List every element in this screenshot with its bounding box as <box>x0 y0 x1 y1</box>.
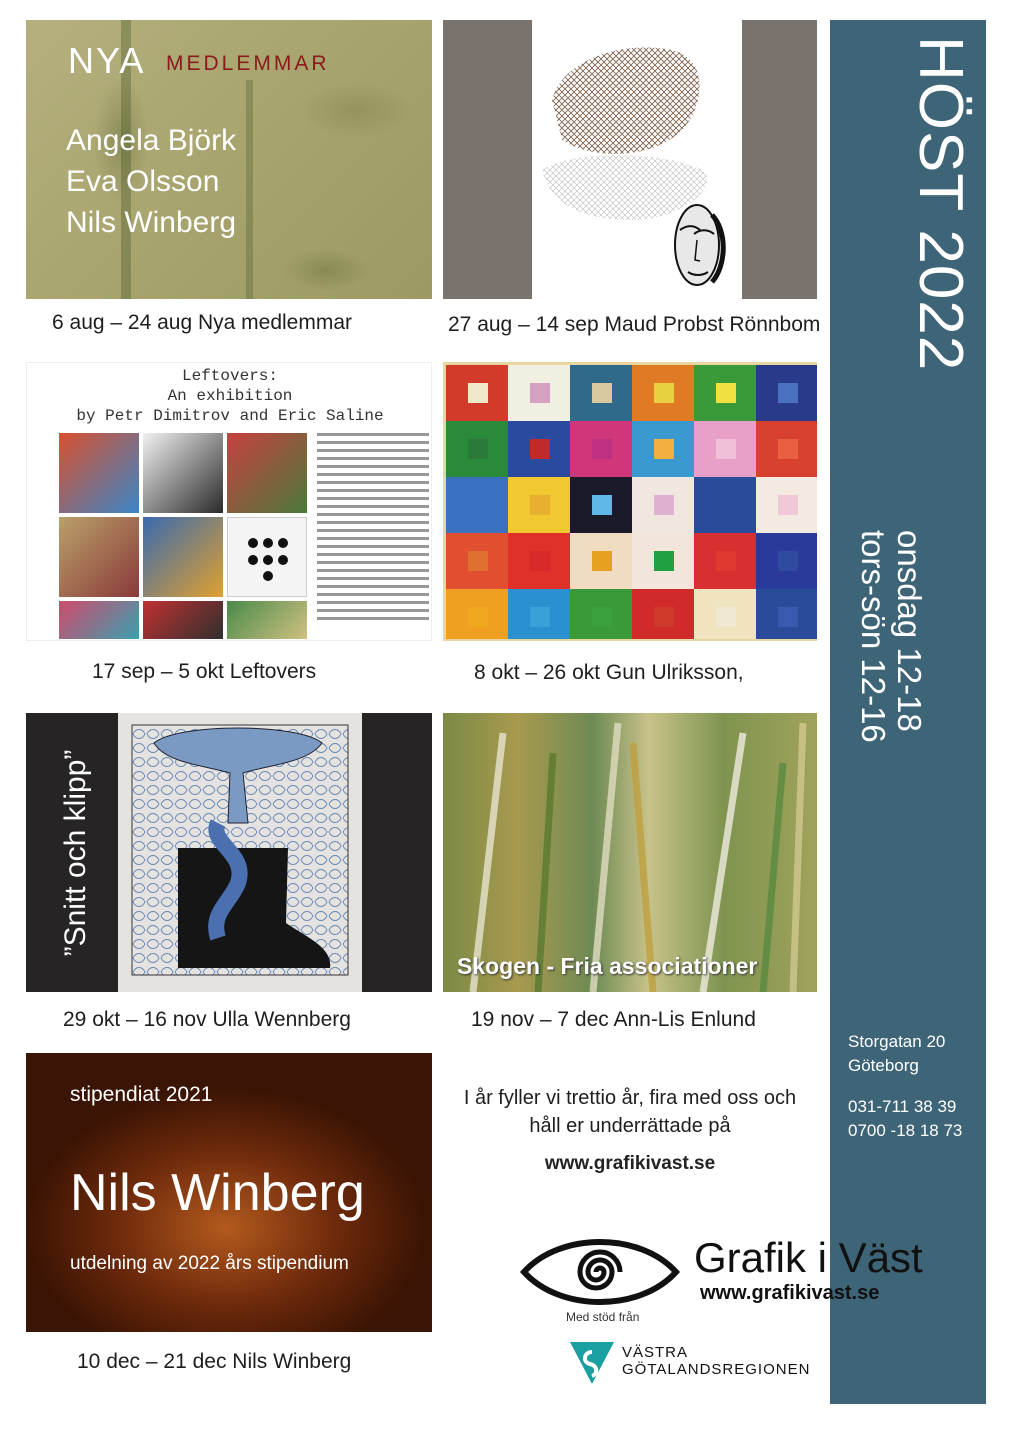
medlemmar-title: MEDLEMMAR <box>166 52 330 75</box>
dots-thumbnail <box>227 517 307 597</box>
nya-title: NYA <box>68 40 146 81</box>
address-line: Göteborg <box>848 1056 919 1075</box>
member-names <box>66 120 236 243</box>
grafik-i-vast-logo <box>520 1232 940 1392</box>
member-name: Eva Olsson <box>66 165 220 198</box>
vgr-logo-icon <box>568 1338 616 1388</box>
panel-maud-probst <box>443 20 817 299</box>
caption-stipendiat: 10 dec – 21 dec Nils Winberg <box>77 1350 352 1373</box>
season-title: HÖST 2022 <box>906 36 975 372</box>
frame-bar-left <box>443 20 532 299</box>
leftovers-body-text <box>317 433 429 625</box>
panel-nya-medlemmar <box>26 20 432 299</box>
brand-url[interactable]: www.grafikivast.se <box>700 1282 880 1304</box>
panel-leftovers <box>26 362 432 641</box>
phone-line: 031-711 38 39 <box>848 1097 957 1116</box>
leftovers-title: Leftovers: <box>181 367 278 385</box>
stipendiat-subtitle: stipendiat 2021 <box>70 1083 213 1106</box>
member-name: Angela Björk <box>66 124 237 157</box>
brand-name: Grafik i Väst <box>694 1234 923 1281</box>
hours-wednesday: onsdag 12-18 <box>891 530 928 732</box>
address <box>848 1030 945 1078</box>
stipendiat-name: Nils Winberg <box>70 1164 365 1222</box>
hours-thu-sun: tors-sön 12-16 <box>855 530 892 743</box>
caption-maud: 27 aug – 14 sep Maud Probst Rönnbom <box>448 313 821 336</box>
skogen-title: Skogen - Fria associationer <box>457 953 758 979</box>
info-line: I år fyller vi trettio år, fira med oss och <box>463 1087 797 1109</box>
panel-snitt-och-klipp <box>26 713 432 992</box>
phone-numbers <box>848 1095 962 1143</box>
leftovers-artists: by Petr Dimitrov and Eric Saline <box>76 407 384 425</box>
caption-nya: 6 aug – 24 aug Nya medlemmar <box>52 311 352 334</box>
leftovers-subtitle: An exhibition <box>167 387 293 405</box>
eye-spiral-icon <box>520 1232 680 1312</box>
forest-artwork <box>443 713 817 992</box>
collage-thumbnail <box>143 601 223 639</box>
info-line: håll er underrättade på <box>529 1115 731 1137</box>
caption-leftovers: 17 sep – 5 okt Leftovers <box>92 660 317 683</box>
member-name: Nils Winberg <box>66 206 237 239</box>
collage-thumbnail <box>143 433 223 513</box>
panel-stipendiat <box>26 1053 432 1332</box>
phone-line: 0700 -18 18 73 <box>848 1121 963 1140</box>
website-link[interactable]: www.grafikivast.se <box>544 1153 716 1174</box>
net-and-mask-artwork <box>532 20 742 299</box>
frame-bar-right <box>742 20 817 299</box>
support-text: Med stöd från <box>566 1310 640 1324</box>
collage-thumbnail <box>143 517 223 597</box>
address-line: Storgatan 20 <box>848 1032 946 1051</box>
anniversary-text <box>443 1084 817 1140</box>
boot-mushroom-print <box>118 713 362 992</box>
stipendium-text: utdelning av 2022 års stipendium <box>70 1253 349 1274</box>
panel-skogen <box>443 713 817 992</box>
collage-thumbnail <box>227 433 307 513</box>
collage-thumbnail <box>59 433 139 513</box>
panel-gun-ulriksson <box>443 362 817 641</box>
plant-stem <box>246 80 253 299</box>
snitt-och-klipp-title: ”Snitt och klipp” <box>59 749 92 957</box>
collage-thumbnail <box>59 601 139 639</box>
collage-thumbnail <box>227 601 307 639</box>
region-name: VÄSTRA <box>622 1344 689 1361</box>
caption-gun: 8 okt – 26 okt Gun Ulriksson, <box>474 661 744 684</box>
caption-snitt: 29 okt – 16 nov Ulla Wennberg <box>63 1008 351 1031</box>
caption-skogen: 19 nov – 7 dec Ann-Lis Enlund <box>471 1008 756 1031</box>
region-name: GÖTALANDSREGIONEN <box>622 1361 811 1378</box>
season-sidebar <box>830 20 986 1404</box>
collage-thumbnail <box>59 517 139 597</box>
